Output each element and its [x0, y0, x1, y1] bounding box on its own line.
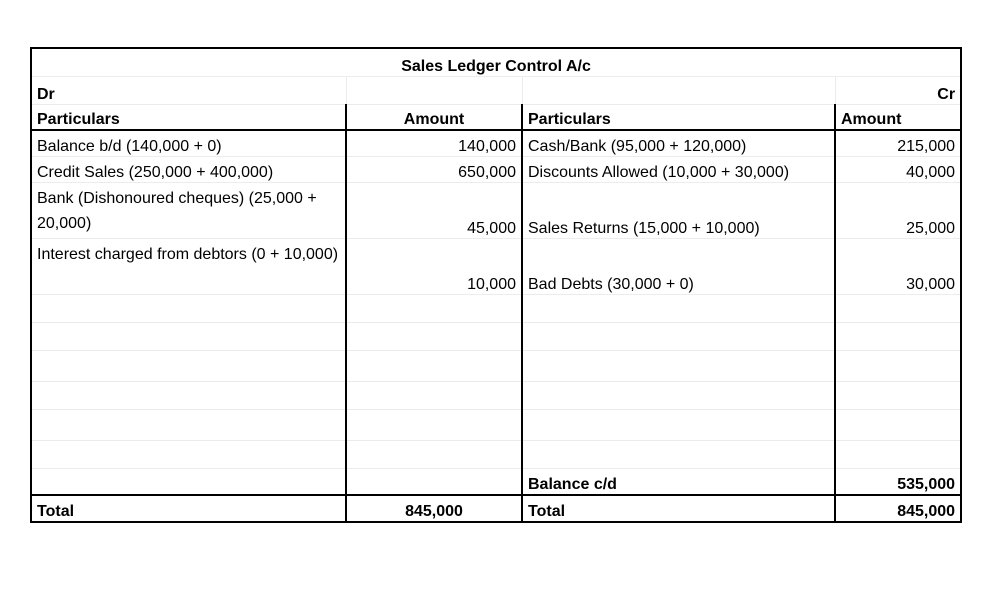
empty-row — [31, 351, 961, 382]
credit-particulars: Discounts Allowed (10,000 + 30,000) — [522, 157, 835, 183]
credit-particulars: Sales Returns (15,000 + 10,000) — [522, 183, 835, 239]
total-label-credit: Total — [522, 495, 835, 522]
total-amount-debit: 845,000 — [346, 495, 522, 522]
balance-cd-amount: 535,000 — [835, 469, 961, 496]
balance-cd-label: Balance c/d — [522, 469, 835, 496]
credit-amount: 25,000 — [835, 183, 961, 239]
empty-row — [31, 382, 961, 410]
cr-label: Cr — [835, 77, 961, 105]
debit-amount: 650,000 — [346, 157, 522, 183]
total-amount-credit: 845,000 — [835, 495, 961, 522]
credit-particulars: Cash/Bank (95,000 + 120,000) — [522, 130, 835, 157]
debit-particulars: Credit Sales (250,000 + 400,000) — [31, 157, 346, 183]
empty-row — [31, 410, 961, 441]
empty-row — [31, 441, 961, 469]
credit-amount: 215,000 — [835, 130, 961, 157]
debit-amount: 45,000 — [346, 183, 522, 239]
header-amount-credit: Amount — [835, 105, 961, 131]
debit-particulars: Interest charged from debtors (0 + 10,000) — [31, 239, 346, 295]
sales-ledger-control-account — [30, 47, 962, 523]
ledger-row — [31, 130, 961, 157]
header-particulars-credit: Particulars — [522, 105, 835, 131]
total-row — [31, 495, 961, 522]
debit-particulars: Balance b/d (140,000 + 0) — [31, 130, 346, 157]
ledger-row — [31, 157, 961, 183]
dr-label: Dr — [31, 77, 346, 105]
ledger-row — [31, 239, 961, 295]
debit-particulars: Bank (Dishonoured cheques) (25,000 + 20,000) — [31, 183, 346, 239]
header-amount-debit: Amount — [346, 105, 522, 131]
empty-row — [31, 295, 961, 323]
debit-amount: 140,000 — [346, 130, 522, 157]
total-label-debit: Total — [31, 495, 346, 522]
credit-amount: 40,000 — [835, 157, 961, 183]
debit-amount: 10,000 — [346, 239, 522, 295]
credit-amount: 30,000 — [835, 239, 961, 295]
header-particulars-debit: Particulars — [31, 105, 346, 131]
ledger-title: Sales Ledger Control A/c — [31, 48, 961, 77]
credit-particulars: Bad Debts (30,000 + 0) — [522, 239, 835, 295]
balance-cd-row — [31, 469, 961, 496]
empty-row — [31, 323, 961, 351]
ledger-row — [31, 183, 961, 239]
